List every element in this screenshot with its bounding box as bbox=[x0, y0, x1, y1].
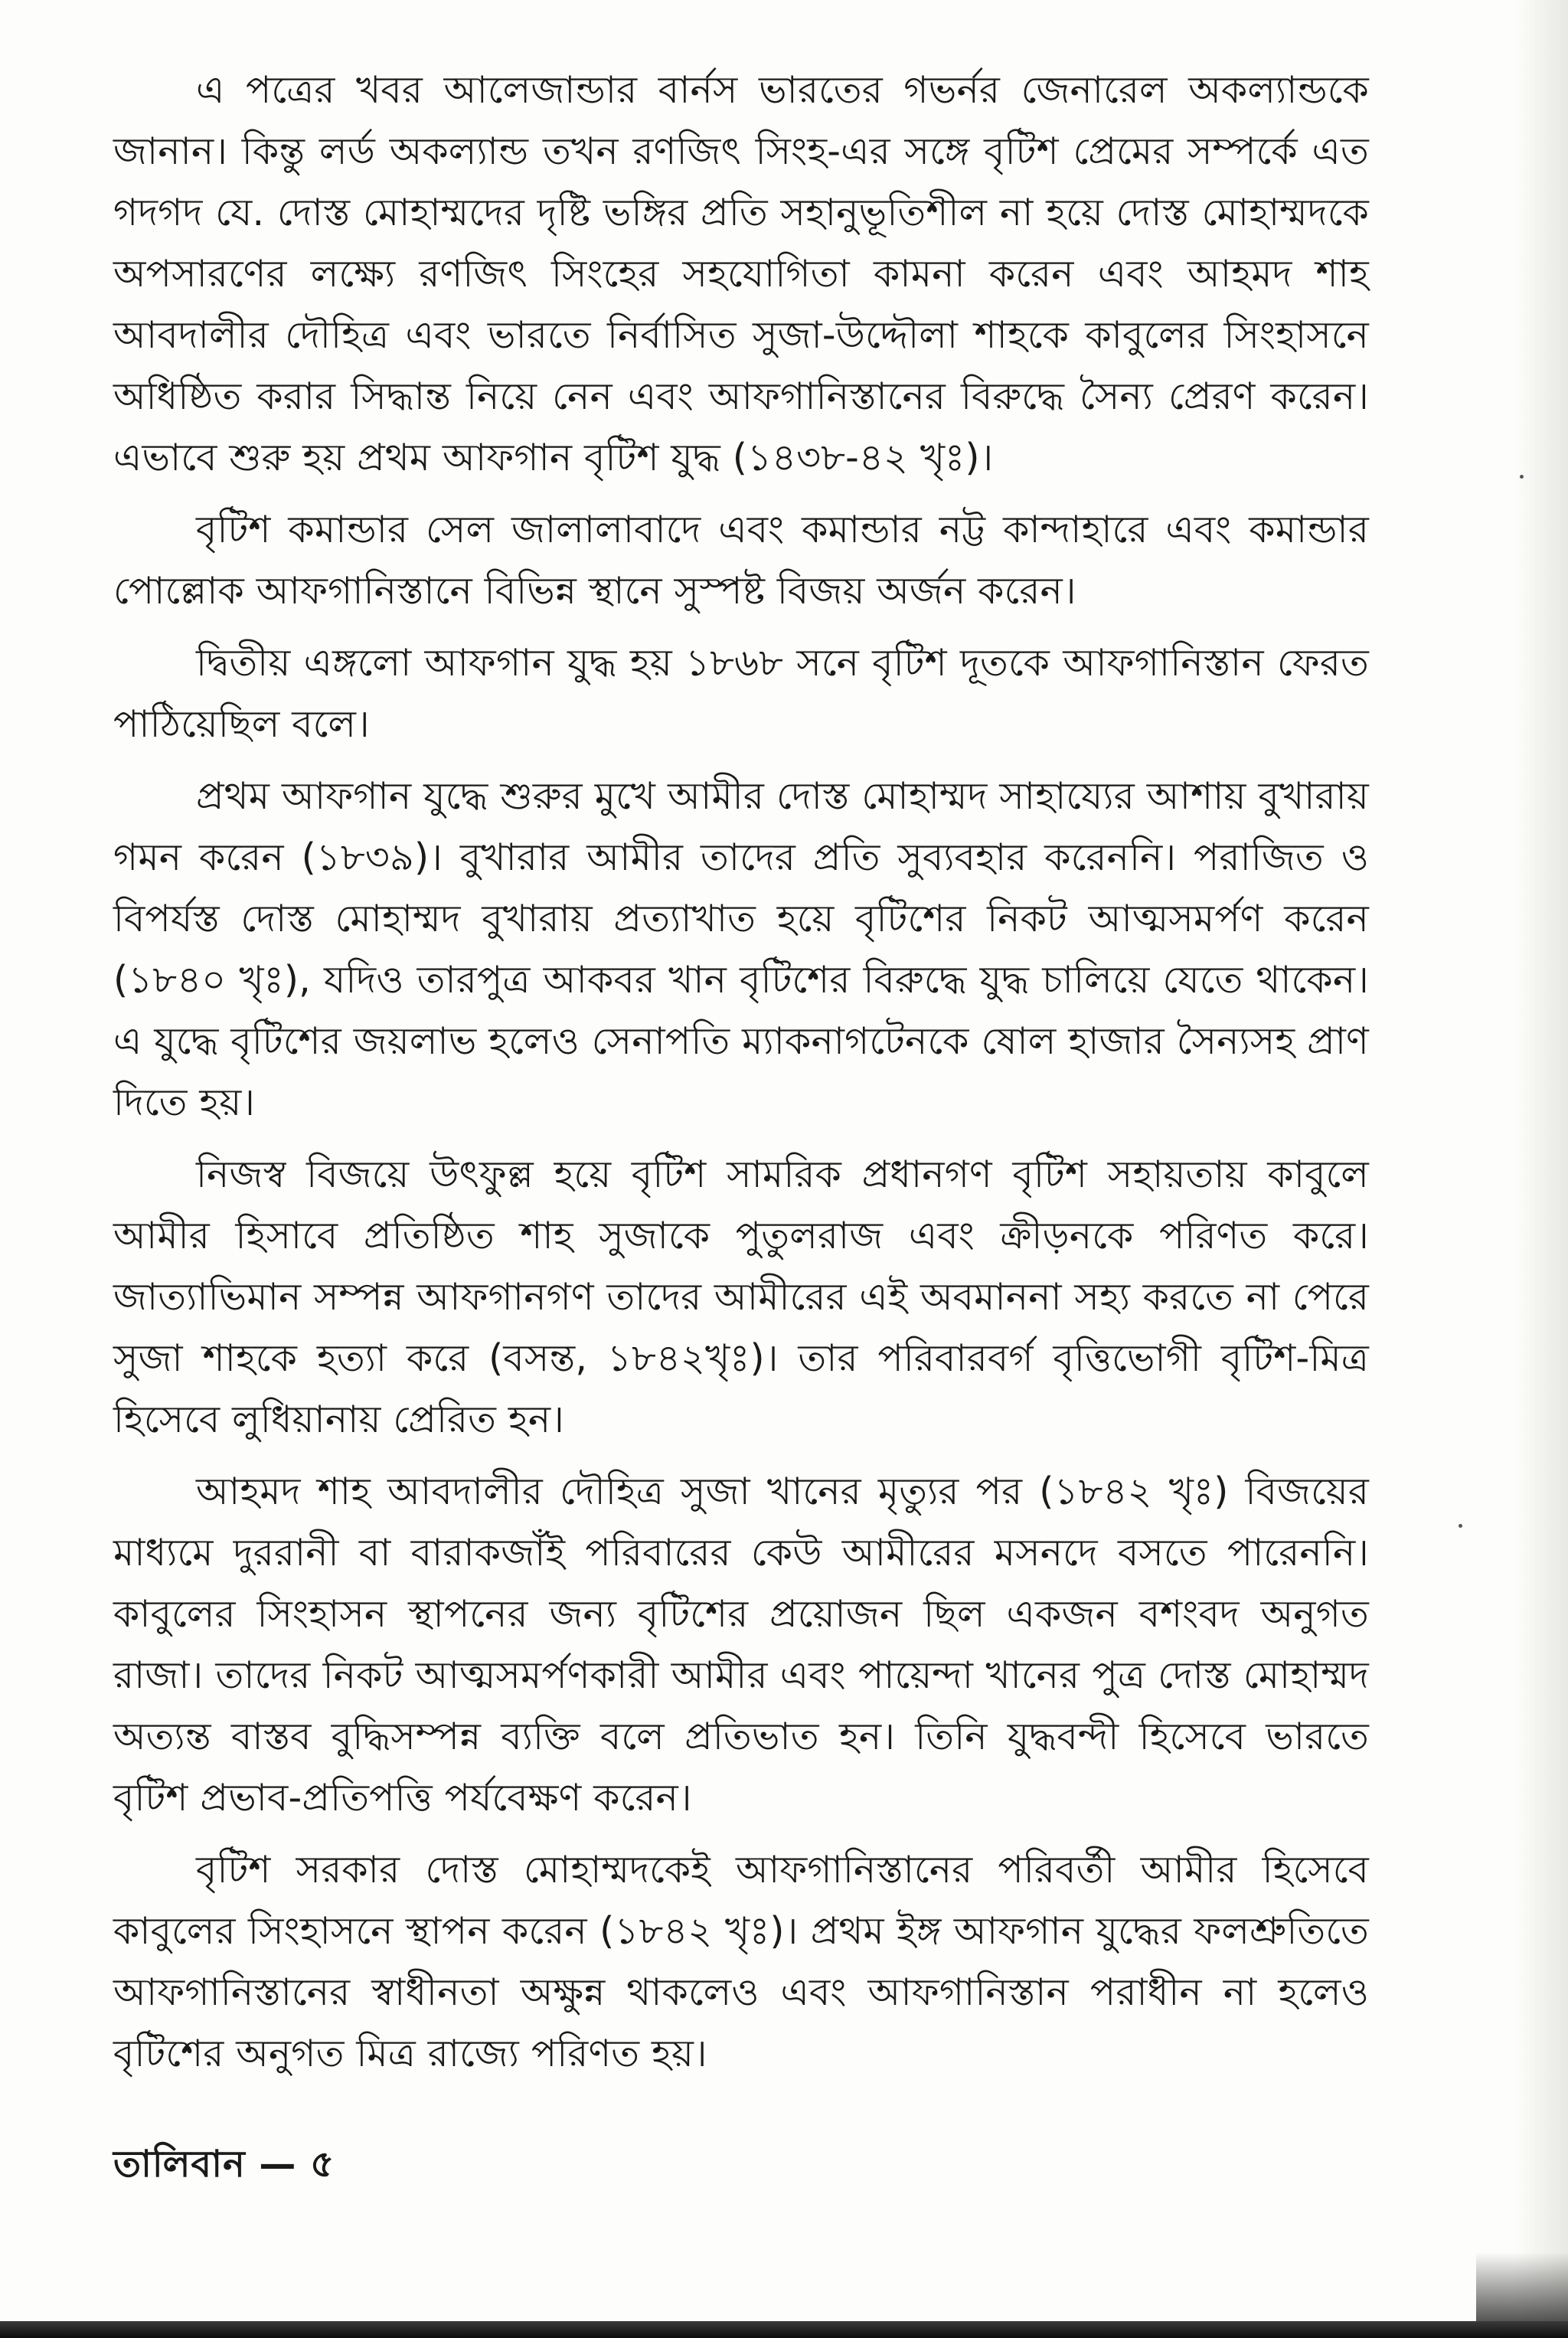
scan-speck bbox=[1520, 475, 1524, 479]
paragraph-6: আহমদ শাহ আবদালীর দৌহিত্র সুজা খানের মৃত্যুর পর (১৮৪২ খৃঃ) বিজয়ের মাধ্যমে দুররানী বা বারাকজাঁই পরিবারের কেউ আমীরের মসনদে বসতে পারেননি। কাবুলের সিংহাসন স্থাপনের জন্য বৃটিশের প্রয়োজন ছিল একজন বশংবদ অনুগত রাজা। তাদের নিকট আত্মসমর্পণকারী আমীর এবং পায়েন্দা খানের পুত্র দোস্ত মোহাম্মদ অত্যন্ত বাস্তব বুদ্ধিসম্পন্ন ব্যক্তি বলে প্রতিভাত হন। তিনি যুদ্ধবন্দী হিসেবে ভারতে বৃটিশ প্রভাব-প্রতিপত্তি পর্যবেক্ষণ করেন। bbox=[113, 1470, 1369, 1820]
scan-speck bbox=[1459, 1524, 1462, 1528]
paragraph-2: বৃটিশ কমান্ডার সেল জালালাবাদে এবং কমান্ডার নট্ট কান্দাহারে এবং কমান্ডার পোল্লোক আফগানিস্তানে বিভিন্ন স্থানে সুস্পষ্ট বিজয় অর্জন করেন। bbox=[113, 508, 1369, 613]
scan-edge-shadow bbox=[1476, 2252, 1568, 2321]
paragraph-5: নিজস্ব বিজয়ে উৎফুল্ল হয়ে বৃটিশ সামরিক প্রধানগণ বৃটিশ সহায়তায় কাবুলে আমীর হিসাবে প্রতিষ্ঠিত শাহ সুজাকে পুতুলরাজ এবং ক্রীড়নকে পরিণত করে। জাত্যাভিমান সম্পন্ন আফগানগণ তাদের আমীরের এই অবমাননা সহ্য করতে না পেরে সুজা শাহকে হত্যা করে (বসন্ত, ১৮৪২খৃঃ)। তার পরিবারবর্গ বৃত্তিভোগী বৃটিশ-মিত্র হিসেবে লুধিয়ানায় প্রেরিত হন। bbox=[113, 1153, 1369, 1441]
page-footer: তালিবান — ৫ bbox=[113, 2143, 335, 2186]
scan-bottom-band bbox=[0, 2321, 1568, 2338]
paragraph-3: দ্বিতীয় এঙ্গলো আফগান যুদ্ধ হয় ১৮৬৮ সনে বৃটিশ দূতকে আফগানিস্তান ফেরত পাঠিয়েছিল বলে। bbox=[113, 641, 1369, 746]
binding-shadow bbox=[1514, 0, 1568, 2338]
paragraph-1: এ পত্রের খবর আলেজান্ডার বার্নস ভারতের গভর্নর জেনারেল অকল্যান্ডকে জানান। কিন্তু লর্ড অকল্যান্ড তখন রণজিৎ সিংহ-এর সঙ্গে বৃটিশ প্রেমের সম্পর্কে এত গদগদ যে. দোস্ত মোহাম্মদের দৃষ্টি ভঙ্গির প্রতি সহানুভূতিশীল না হয়ে দোস্ত মোহাম্মদকে অপসারণের লক্ষ্যে রণজিৎ সিংহের সহযোগিতা কামনা করেন এবং আহমদ শাহ আবদালীর দৌহিত্র এবং ভারতে নির্বাসিত সুজা-উদ্দৌলা শাহকে কাবুলের সিংহাসনে অধিষ্ঠিত করার সিদ্ধান্ত নিয়ে নেন এবং আফগানিস্তানের বিরুদ্ধে সৈন্য প্রেরণ করেন। এভাবে শুরু হয় প্রথম আফগান বৃটিশ যুদ্ধ (১৪৩৮-৪২ খৃঃ)। bbox=[113, 68, 1369, 479]
paragraph-4: প্রথম আফগান যুদ্ধে শুরুর মুখে আমীর দোস্ত মোহাম্মদ সাহায্যের আশায় বুখারায় গমন করেন (১৮৩৯)। বুখারার আমীর তাদের প্রতি সুব্যবহার করেননি। পরাজিত ও বিপর্যস্ত দোস্ত মোহাম্মদ বুখারায় প্রত্যাখাত হয়ে বৃটিশের নিকট আত্মসমর্পণ করেন (১৮৪০ খৃঃ), যদিও তারপুত্র আকবর খান বৃটিশের বিরুদ্ধে যুদ্ধ চালিয়ে যেতে থাকেন। এ যুদ্ধে বৃটিশের জয়লাভ হলেও সেনাপতি ম্যাকনাগটেনকে ষোল হাজার সৈন্যসহ প্রাণ দিতে হয়। bbox=[113, 774, 1369, 1124]
body-text bbox=[113, 60, 1369, 2095]
paragraph-7: বৃটিশ সরকার দোস্ত মোহাম্মদকেই আফগানিস্তানের পরিবর্তী আমীর হিসেবে কাবুলের সিংহাসনে স্থাপন করেন (১৮৪২ খৃঃ)। প্রথম ইঙ্গ আফগান যুদ্ধের ফলশ্রুতিতে আফগানিস্তানের স্বাধীনতা অক্ষুন্ন থাকলেও এবং আফগানিস্তান পরাধীন না হলেও বৃটিশের অনুগত মিত্র রাজ্যে পরিণত হয়। bbox=[113, 1848, 1369, 2075]
